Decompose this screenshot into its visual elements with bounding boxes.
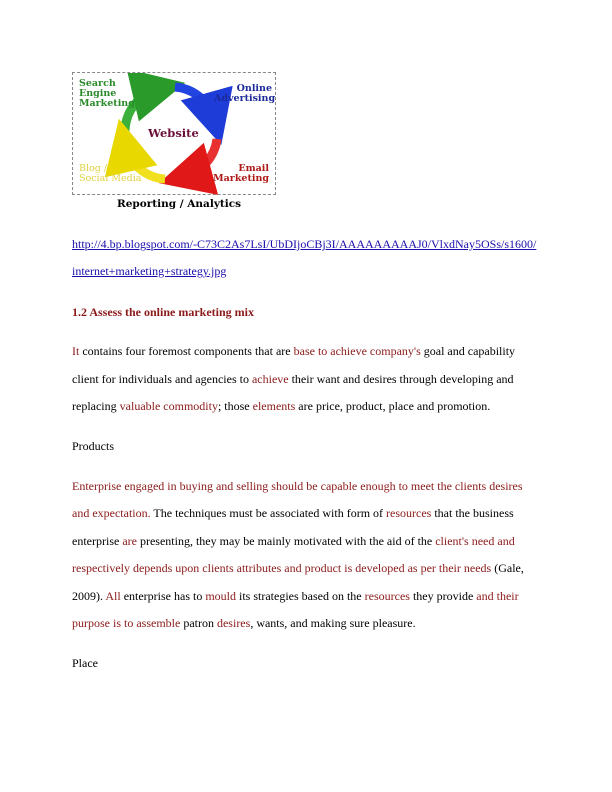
seo-label: Search Engine Marketing — [79, 78, 135, 109]
blue-arrow — [175, 87, 214, 119]
place-subheading: Place — [72, 656, 98, 670]
paragraph-2-line-1: Enterprise engaged in buying and selling should be capable enough to meet the clients desires — [72, 479, 523, 493]
source-link-continued[interactable]: internet+marketing+strategy.jpg — [72, 264, 227, 278]
paragraph-1-line-3: replacing valuable commodity; those elements are price, product, place and promotion. — [72, 399, 491, 413]
paragraph-2-line-2: and expectation. The techniques must be associated with form of resources that the business — [72, 506, 514, 520]
paragraph-2-line-3: enterprise are presenting, they may be mainly motivated with the aid of the client's need and — [72, 534, 515, 548]
email-marketing-label: Email Marketing — [213, 163, 269, 184]
paragraph-1-line-1: It contains four foremost components that are base to achieve company's goal and capability — [72, 344, 516, 358]
paragraph-2-line-5: 2009). All enterprise has to mould its strategies based on the resources they provide and their — [72, 589, 519, 603]
source-link[interactable]: http://4.bp.blogspot.com/-C73C2As7LsI/UbDIjoCBj3I/AAAAAAAAAJ0/VlxdNay5OSs/s1600/ — [72, 237, 537, 251]
paragraph-1-line-2: client for individuals and agencies to achieve their want and desires through developing and — [72, 372, 514, 386]
online-advertising-label: Online Advertising — [214, 83, 276, 104]
figure-caption: Reporting / Analytics — [117, 198, 242, 210]
blog-social-media-label: Blog / Social Media — [79, 163, 142, 184]
paragraph-2-line-6: purpose is to assemble patron desires, wants, and making sure pleasure. — [72, 616, 416, 630]
source-link-line-1[interactable] — [72, 237, 536, 252]
marketing-diagram-image — [72, 72, 276, 195]
website-label: Website — [148, 126, 199, 140]
source-link-line-2[interactable] — [72, 264, 226, 279]
products-subheading: Products — [72, 439, 114, 453]
section-heading: 1.2 Assess the online marketing mix — [72, 305, 255, 319]
paragraph-2-line-4: respectively depends upon clients attributes and product is developed as per their needs (Gale, — [72, 561, 524, 575]
